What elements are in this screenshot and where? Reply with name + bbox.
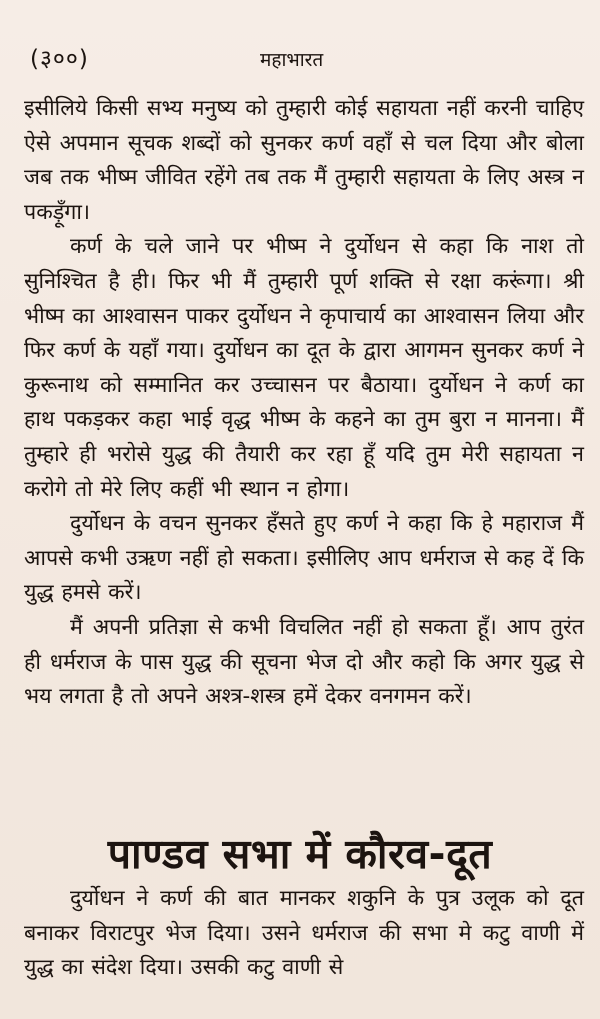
running-title: महाभारत [260,49,324,71]
section-heading: पाण्डव सभा में कौरव-दूत [107,830,493,878]
paragraph-4: मैं अपनी प्रतिज्ञा से कभी विचलित नहीं हो सकता हूँ। आप तुरंत ही धर्मराज के पास युद्ध की सूचना भेज दो और कहो कि अगर युद्ध से भय लगता है तो अपने अश्त्र-शस्त्र हमें देकर वनगमन करें। [24,614,584,710]
page-header [14,44,586,74]
section-body [24,882,584,986]
paragraph-1: इसीलिये किसी सभ्य मनुष्य को तुम्हारी कोई सहायता नहीं करनी चाहिए ऐसे अपमान सूचक शब्दों को सुनकर कर्ण वहाँ से चल दिया और बोला जब तक भीष्म जीवित रहेंगे तब तक मैं तुम्हारी सहायता के लिए अस्त्र न पकड़ूँगा। [24,96,584,225]
paragraph-2: कर्ण के चले जाने पर भीष्म ने दुर्योधन से कहा कि नाश तो सुनिश्चित है ही। फिर भी मैं तुम्हारी पूर्ण शक्ति से रक्षा करूंगा। श्री भीष्म का आश्वासन पाकर दुर्योधन ने कृपाचार्य का आश्वासन लिया और फिर कर्ण के यहाँ गया। दुर्योधन का दूत के द्वारा आगमन सुनकर कर्ण ने कुरूनाथ को सम्मानित कर उच्चासन पर बैठाया। दुर्योधन ने कर्ण का हाथ पकड़कर कहा भाई वृद्ध भीष्म के कहने का तुम बुरा न मानना। मैं तुम्हारे ही भरोसे युद्ध की तैयारी कर रहा हूँ यदि तुम मेरी सहायता न करोगे तो मेरे लिए कहीं भी स्थान न होगा। [24,234,584,502]
page-number: (३००) [30,46,89,72]
body-text [24,92,584,715]
paragraph-3: दुर्योधन के वचन सुनकर हँसते हुए कर्ण ने कहा कि हे महाराज मैं आपसे कभी उऋण नहीं हो सकता। इसीलिए आप धर्मराज से कह दें कि युद्ध हमसे करें। [24,511,584,606]
paragraph-5: दुर्योधन ने कर्ण की बात मानकर शकुनि के पुत्र उलूक को दूत बनाकर विराटपुर भेज दिया। उसने धर्मराज की सभा मे कटु वाणी में युद्ध का संदेश दिया। उसकी कटु वाणी से [24,886,584,981]
